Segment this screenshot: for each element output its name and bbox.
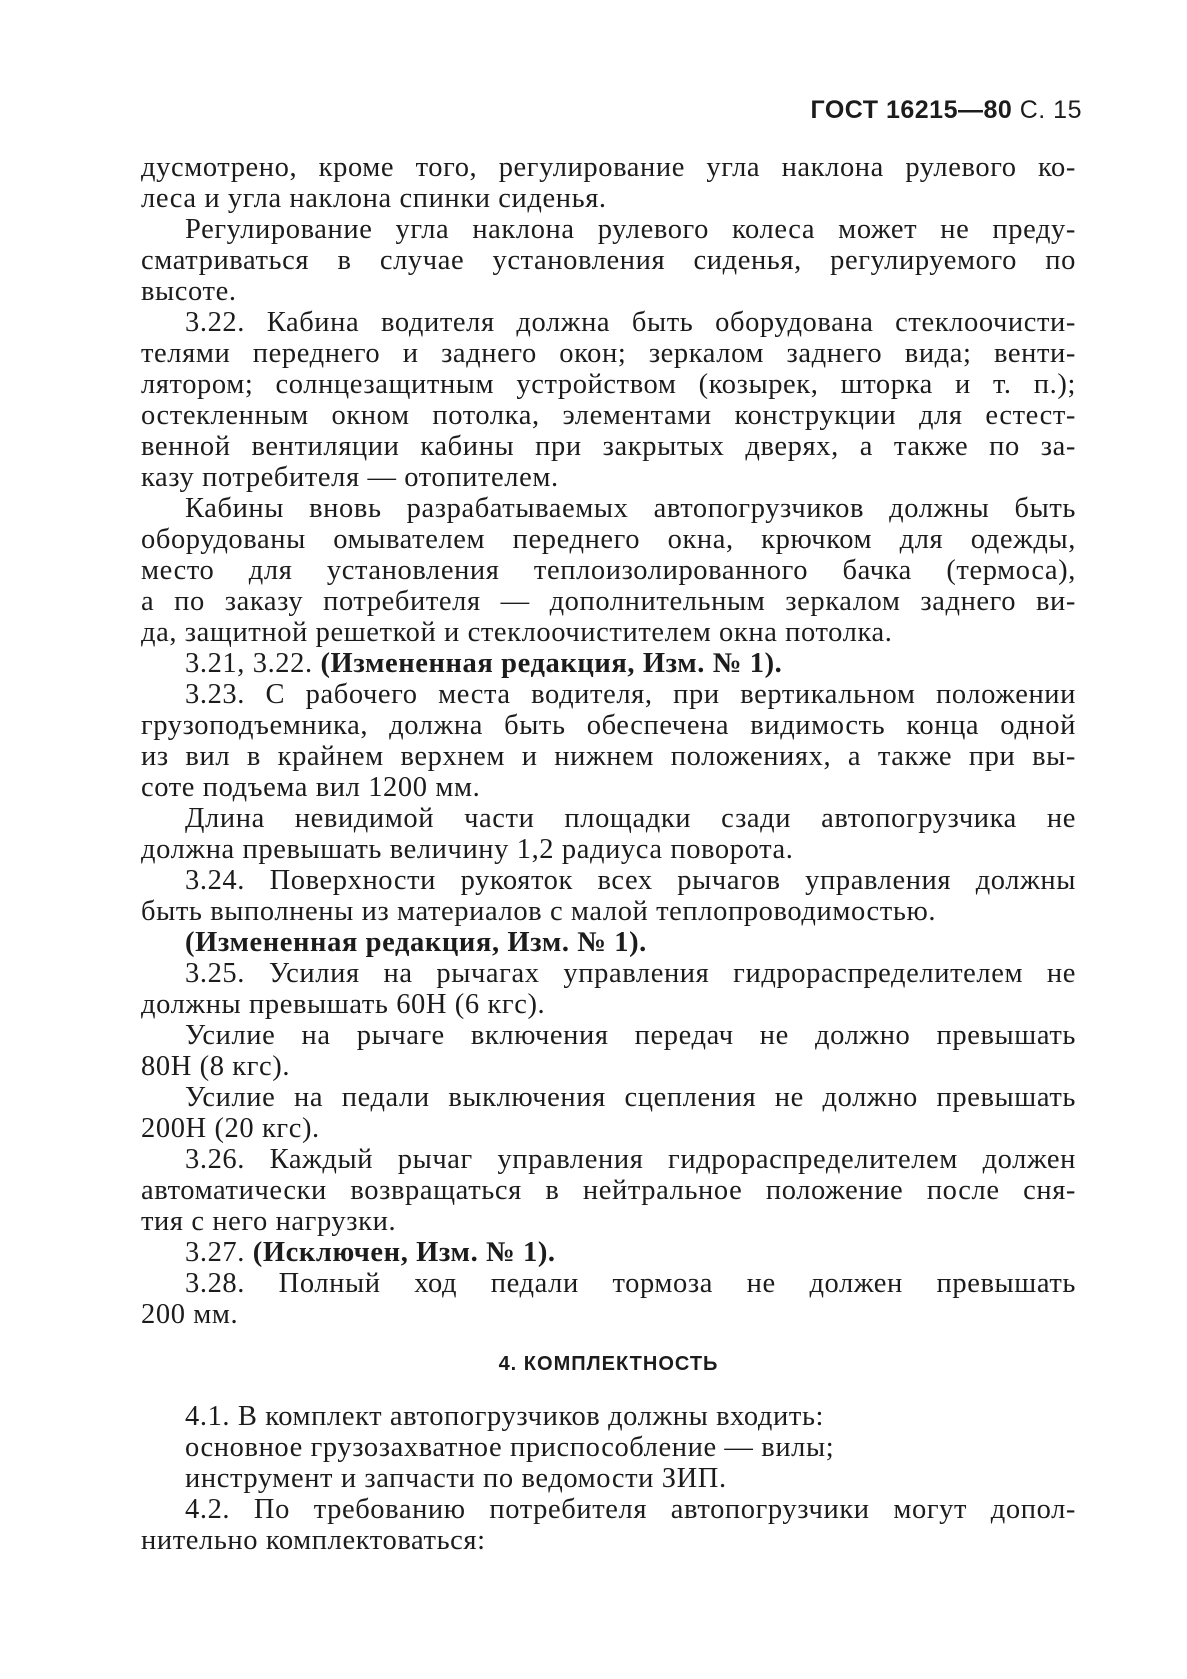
section-4-text bbox=[141, 1401, 1076, 1556]
main-text bbox=[141, 152, 1076, 1330]
amendment-note: (Измененная редакция, Изм. № 1). bbox=[320, 648, 783, 679]
text-line: тия с него нагрузки. bbox=[141, 1206, 397, 1237]
amendment-line bbox=[141, 1237, 1076, 1268]
text-line: 4.2. По требованию потребителя автопогрузчики могут допол- bbox=[185, 1494, 1076, 1525]
text-line: венной вентиляции кабины при закрытых дверях, а также по за- bbox=[141, 431, 1076, 462]
amendment-line bbox=[141, 648, 1076, 679]
text-line: Регулирование угла наклона рулевого колеса может не преду- bbox=[185, 214, 1076, 245]
amendment-note: (Измененная редакция, Изм. № 1). bbox=[185, 927, 647, 958]
text-line: остекленным окном потолка, элементами конструкции для естест- bbox=[141, 400, 1076, 431]
text-line: леса и угла наклона спинки сиденья. bbox=[141, 183, 607, 214]
clause-reference: 3.27. bbox=[185, 1237, 245, 1268]
text-line: из вил в крайнем верхнем и нижнем положениях, а также при вы- bbox=[141, 741, 1076, 772]
text-line: 3.23. С рабочего места водителя, при вертикальном положении bbox=[185, 679, 1076, 710]
text-line: грузоподъемника, должна быть обеспечена видимость конца одной bbox=[141, 710, 1076, 741]
text-line: должна превышать величину 1,2 радиуса поворота. bbox=[141, 834, 794, 865]
text-line: 3.25. Усилия на рычагах управления гидрораспределителем не bbox=[185, 958, 1076, 989]
text-line: автоматически возвращаться в нейтральное положение после сня- bbox=[141, 1175, 1076, 1206]
text-line: соте подъема вил 1200 мм. bbox=[141, 772, 481, 803]
text-line: телями переднего и заднего окон; зеркалом заднего вида; венти- bbox=[141, 338, 1076, 369]
text-line: быть выполнены из материалов с малой теплопроводимостью. bbox=[141, 896, 937, 927]
page-number: С. 15 bbox=[1019, 96, 1082, 124]
text-line: 3.26. Каждый рычаг управления гидрораспределителем должен bbox=[185, 1144, 1076, 1175]
page-header bbox=[811, 96, 1082, 125]
amendment-note: (Исключен, Изм. № 1). bbox=[252, 1237, 556, 1268]
text-line: сматриваться в случае установления сиденья, регулируемого по bbox=[141, 245, 1076, 276]
text-line: инструмент и запчасти по ведомости ЗИП. bbox=[185, 1463, 727, 1494]
text-line: место для установления теплоизолированного бачка (термоса), bbox=[141, 555, 1076, 586]
text-line: 200Н (20 кгс). bbox=[141, 1113, 320, 1144]
text-line: должны превышать 60Н (6 кгс). bbox=[141, 989, 546, 1020]
text-line: оборудованы омывателем переднего окна, крючком для одежды, bbox=[141, 524, 1076, 555]
text-line: лятором; солнцезащитным устройством (козырек, шторка и т. п.); bbox=[141, 369, 1076, 400]
text-line: 3.28. Полный ход педали тормоза не должен превышать bbox=[185, 1268, 1076, 1299]
text-line: да, защитной решеткой и стеклоочистителем окна потолка. bbox=[141, 617, 893, 648]
text-line: казу потребителя — отопителем. bbox=[141, 462, 559, 493]
text-line: высоте. bbox=[141, 276, 237, 307]
text-line: 4.1. В комплект автопогрузчиков должны входить: bbox=[185, 1401, 825, 1432]
text-line: Длина невидимой части площадки сзади автопогрузчика не bbox=[185, 803, 1076, 834]
text-line: Кабины вновь разрабатываемых автопогрузчиков должны быть bbox=[185, 493, 1076, 524]
text-line: нительно комплектоваться: bbox=[141, 1525, 486, 1556]
text-line: 3.22. Кабина водителя должна быть оборудована стеклоочисти- bbox=[185, 307, 1076, 338]
text-line: Усилие на рычаге включения передач не должно превышать bbox=[185, 1020, 1076, 1051]
section-heading: 4. КОМПЛЕКТНОСТЬ bbox=[498, 1353, 719, 1375]
text-line: 200 мм. bbox=[141, 1299, 239, 1330]
clause-reference: 3.21, 3.22. bbox=[185, 648, 313, 679]
text-line: дусмотрено, кроме того, регулирование угла наклона рулевого ко- bbox=[141, 152, 1076, 183]
text-line: основное грузозахватное приспособление — вилы; bbox=[185, 1432, 835, 1463]
text-line: Усилие на педали выключения сцепления не должно превышать bbox=[185, 1082, 1076, 1113]
text-line: 3.24. Поверхности рукояток всех рычагов управления должны bbox=[185, 865, 1076, 896]
text-line: 80Н (8 кгс). bbox=[141, 1051, 291, 1082]
standard-number: ГОСТ 16215—80 bbox=[810, 96, 1013, 124]
text-line: а по заказу потребителя — дополнительным зеркалом заднего ви- bbox=[141, 586, 1076, 617]
